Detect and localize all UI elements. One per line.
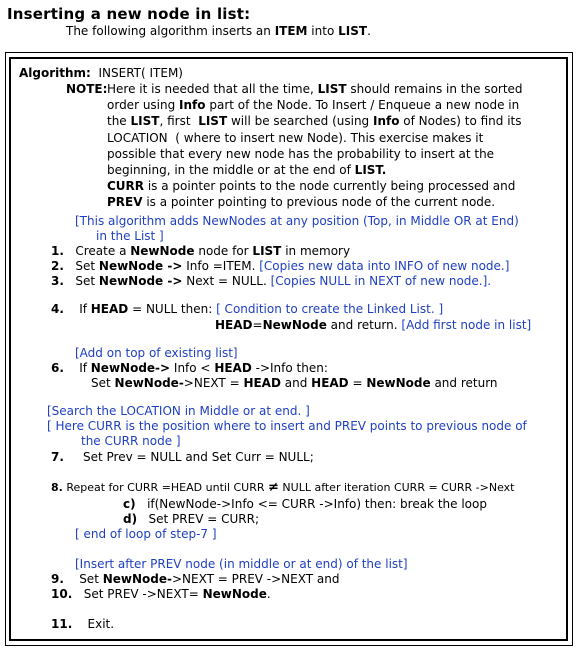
note-line: the LIST, first LIST will be searched (using Info of Nodes) to find its (107, 114, 522, 128)
page-heading: Inserting a new node in list: (7, 5, 251, 23)
comment: the CURR node ] (81, 434, 181, 448)
note-line: PREV is a pointer pointing to previous node of the current node. (107, 195, 496, 209)
step-1: 1. Create a NewNode node for LIST in memory (51, 244, 351, 258)
comment: [This algorithm adds NewNodes at any position (Top, in Middle OR at End) (75, 214, 519, 228)
step-9: 9. Set NewNode->NEXT = PREV ->NEXT and (51, 572, 340, 586)
comment: in the List ] (96, 229, 164, 243)
step-4-line-2: HEAD=NewNode and return. [Add first node in list] (215, 318, 532, 332)
step-6: 6. If NewNode-> Info < HEAD ->Info then: (51, 361, 328, 375)
note-line: order using Info part of the Node. To Insert / Enqueue a new node in (107, 98, 520, 112)
step-8-d: d) Set PREV = CURR; (123, 512, 259, 526)
comment: [ end of loop of step-7 ] (75, 527, 217, 541)
step-10: 10. Set PREV ->NEXT= NewNode. (51, 587, 271, 601)
note-line: possible that every new node has the probability to insert at the (107, 147, 495, 161)
note-label: NOTE: (66, 82, 108, 96)
comment: [Insert after PREV node (in middle or at end) of the list] (75, 557, 408, 571)
step-2: 2. Set NewNode -> Info =ITEM. [Copies new data into INFO of new node.] (51, 259, 510, 273)
note-line: LOCATION ( where to insert new Node). This exercise makes it (107, 131, 484, 145)
step-4: 4. If HEAD = NULL then: [ Condition to create the Linked List. ] (51, 302, 444, 316)
step-3: 3. Set NewNode -> Next = NULL. [Copies NULL in NEXT of new node.]. (51, 274, 492, 288)
comment: [ Here CURR is the position where to insert and PREV points to previous node of (47, 419, 527, 433)
page-subheading: The following algorithm inserts an ITEM into LIST. (66, 24, 371, 38)
step-7: 7. Set Prev = NULL and Set Curr = NULL; (51, 450, 314, 464)
algorithm-header: Algorithm: INSERT( ITEM) (19, 66, 183, 80)
note-line: beginning, in the middle or at the end of LIST. (107, 163, 387, 177)
step-8-c: c) if(NewNode->Info <= CURR ->Info) then: break the loop (123, 497, 487, 511)
step-8: 8. Repeat for CURR =HEAD until CURR ≠ NULL after iteration CURR = CURR ->Next (51, 480, 515, 495)
note-line: CURR is a pointer points to the node currently being processed and (107, 179, 516, 193)
step-6-line-2: Set NewNode->NEXT = HEAD and HEAD = NewNode and return (91, 376, 498, 390)
comment: [Add on top of existing list] (75, 346, 238, 360)
note-line: Here it is needed that all the time, LIST should remains in the sorted (107, 82, 523, 96)
step-11: 11. Exit. (51, 617, 115, 631)
comment: [Search the LOCATION in Middle or at end. ] (47, 404, 310, 418)
